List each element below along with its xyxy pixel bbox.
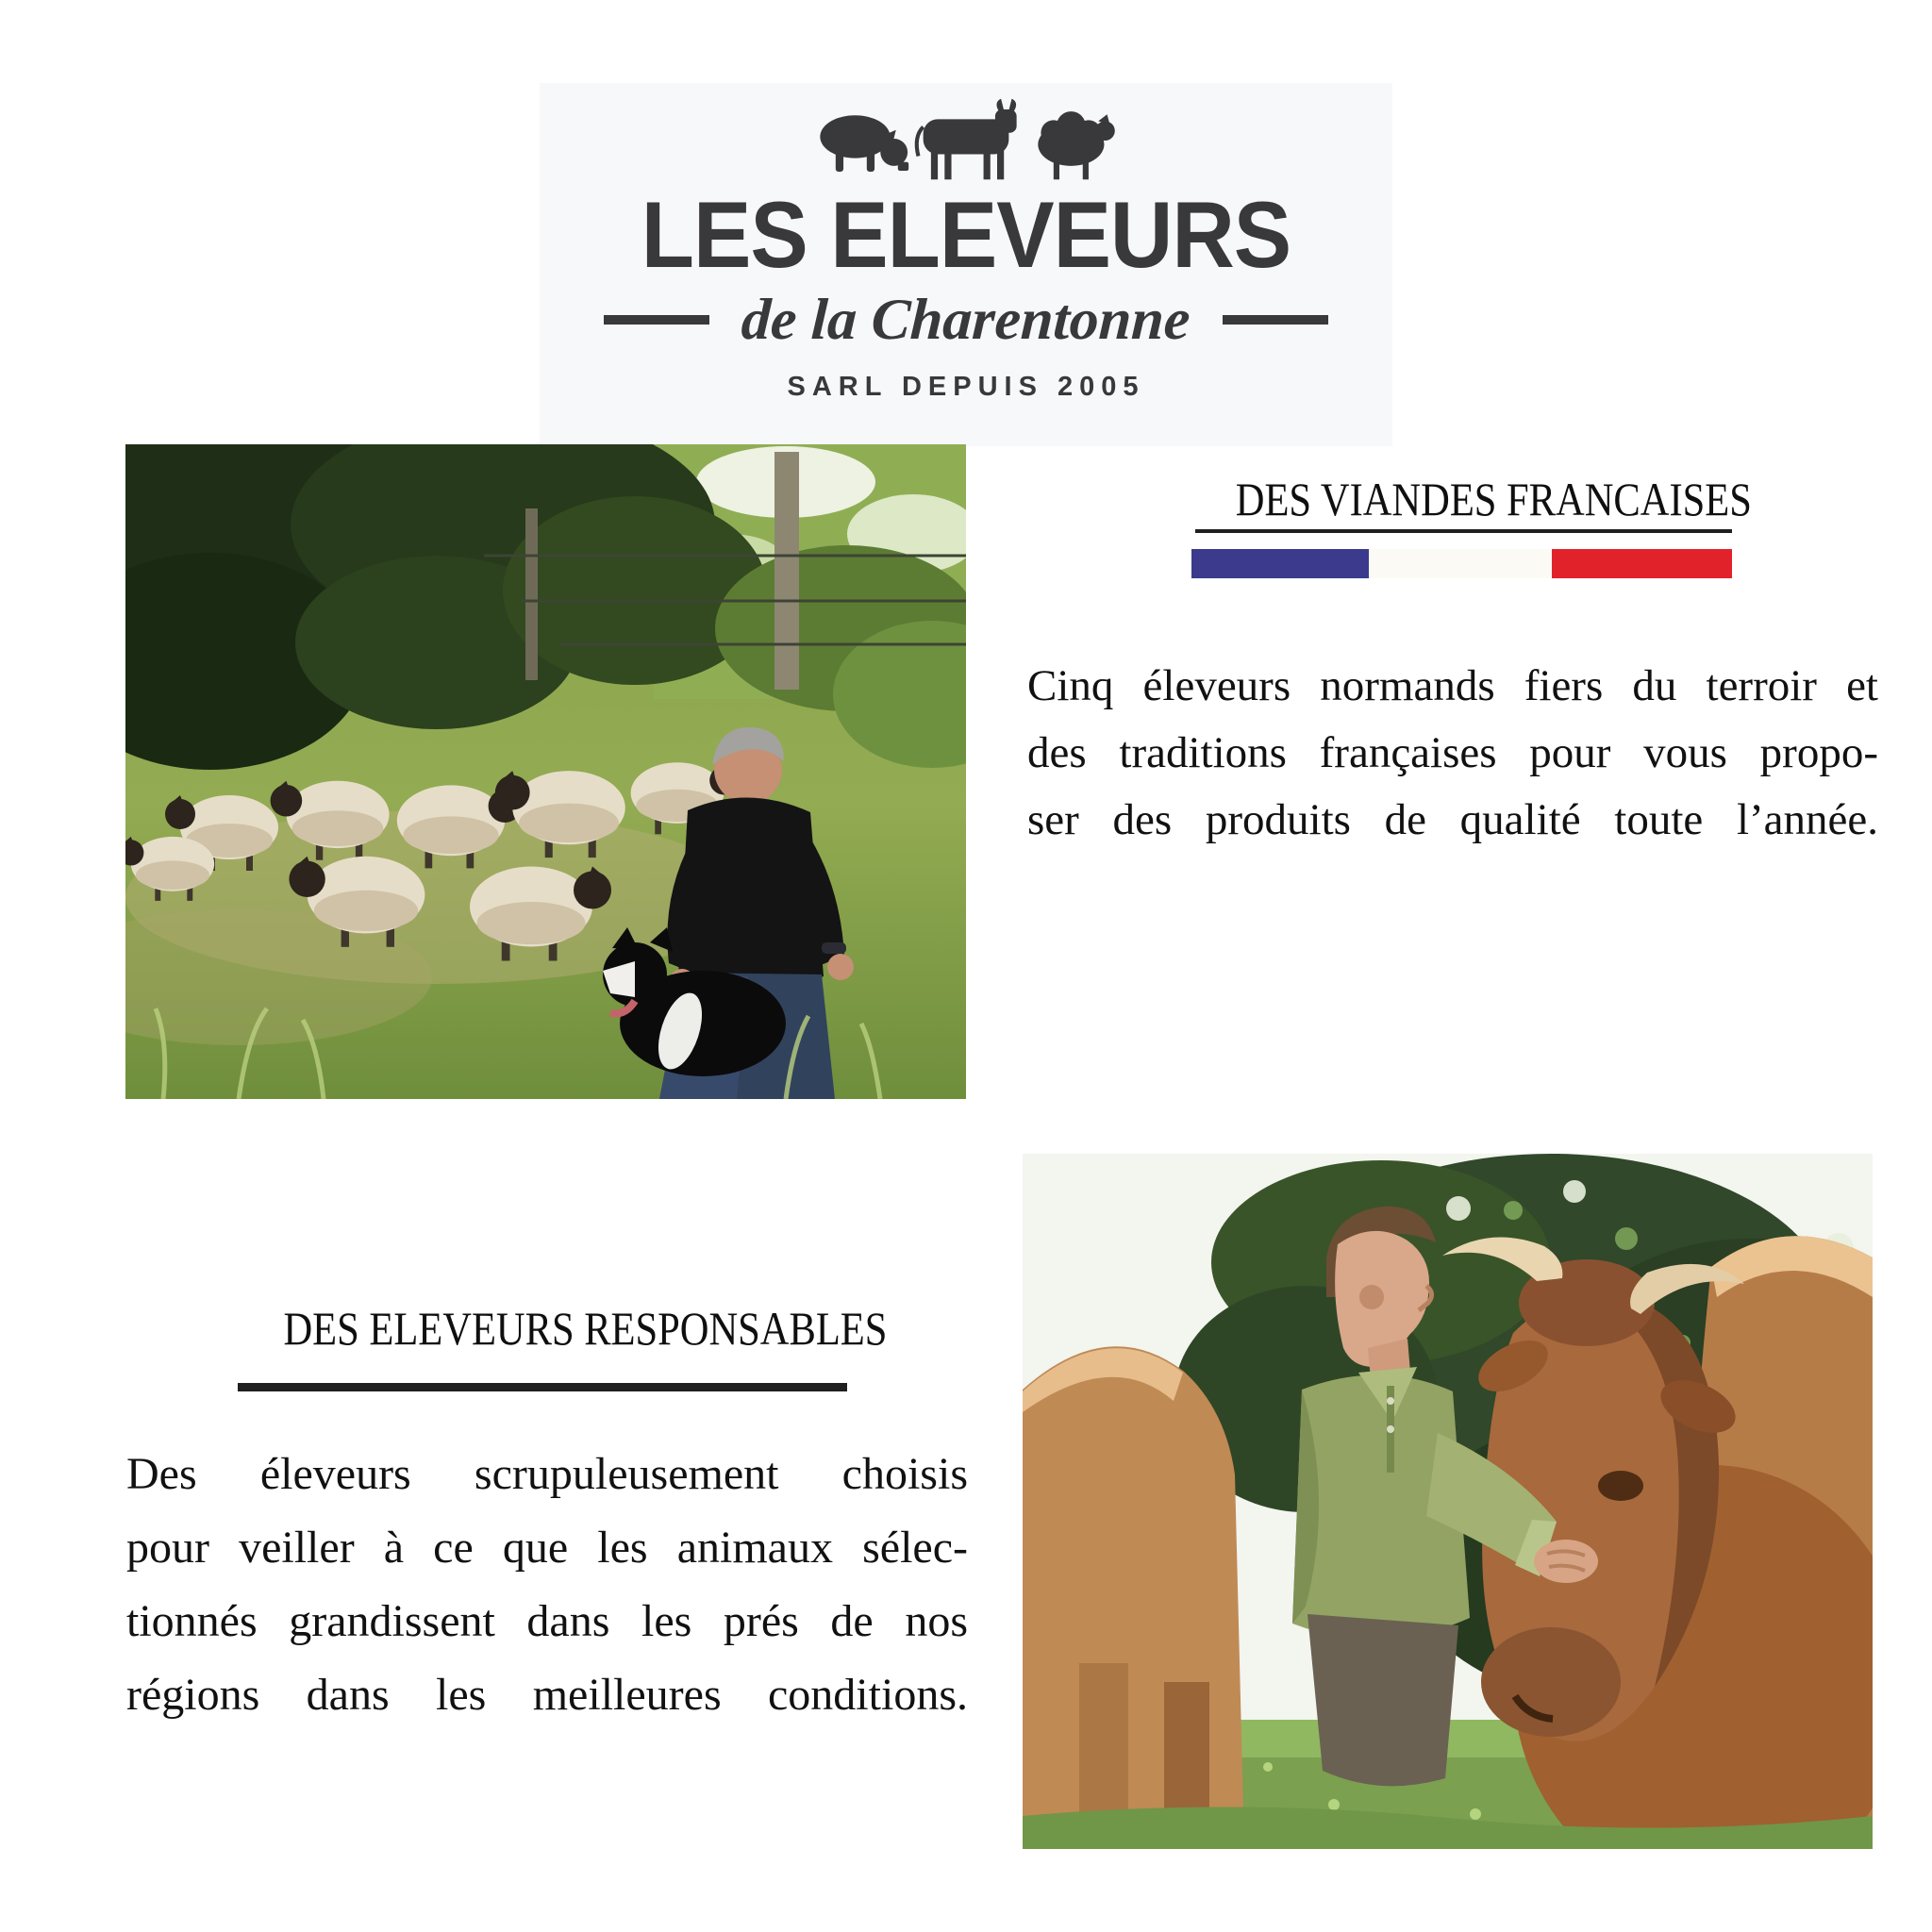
eleveurs-line-1: Des éleveurs scrupuleusement choisis (126, 1449, 968, 1499)
right-photo (1023, 1154, 1873, 1849)
viandes-body (1027, 653, 1878, 854)
farmer-hand (1534, 1540, 1598, 1583)
left-photo (125, 444, 966, 1099)
farmer-cows-illustration (1023, 1154, 1873, 1849)
logo-title: LES ELEVEURS (641, 183, 1291, 288)
viandes-line-1: Cinq éleveurs normands fiers du terroir et (1027, 661, 1878, 710)
viandes-line-2: des traditions françaises pour vous propo- (1027, 728, 1878, 777)
viandes-line-3: ser des produits de qualité toute l’année. (1027, 795, 1878, 844)
fence-post (525, 508, 538, 680)
flag-blue-segment (1191, 549, 1369, 578)
logo-animal-icons (540, 92, 1392, 187)
cow-icon (917, 99, 1017, 180)
logo-right-dash (1223, 315, 1328, 325)
logo-subtitle: de la Charentonne (740, 288, 1192, 352)
sheep-flock-illustration (125, 444, 966, 1099)
eleveurs-line-3: tionnés grandissent dans les prés de nos (126, 1596, 968, 1646)
viandes-heading: DES VIANDES FRANCAISES (1235, 473, 1752, 525)
french-flag-bar (1191, 549, 1732, 578)
farmer-trousers (1307, 1614, 1458, 1786)
flag-white-segment (1369, 549, 1552, 578)
eleveurs-rule (238, 1383, 847, 1391)
tree-trunk (774, 452, 799, 690)
sheep-icon (1038, 111, 1114, 179)
logo-left-dash (604, 315, 709, 325)
logo-subtitle-row (540, 289, 1392, 351)
logo-tagline: SARL DEPUIS 2005 (787, 372, 1145, 402)
eleveurs-line-4: régions dans les meilleures conditions. (126, 1670, 968, 1720)
flag-red-segment (1552, 549, 1732, 578)
cow-eye (1598, 1471, 1643, 1501)
viandes-rule (1195, 529, 1732, 533)
eleveurs-body (126, 1438, 968, 1732)
pig-icon (820, 115, 908, 172)
left-cow (1023, 1346, 1244, 1849)
eleveurs-heading: DES ELEVEURS RESPONSABLES (283, 1302, 888, 1355)
wrist-watch (822, 942, 846, 954)
eleveurs-line-2: pour veiller à ce que les animaux sélec- (126, 1523, 968, 1573)
logo-block (540, 83, 1392, 446)
